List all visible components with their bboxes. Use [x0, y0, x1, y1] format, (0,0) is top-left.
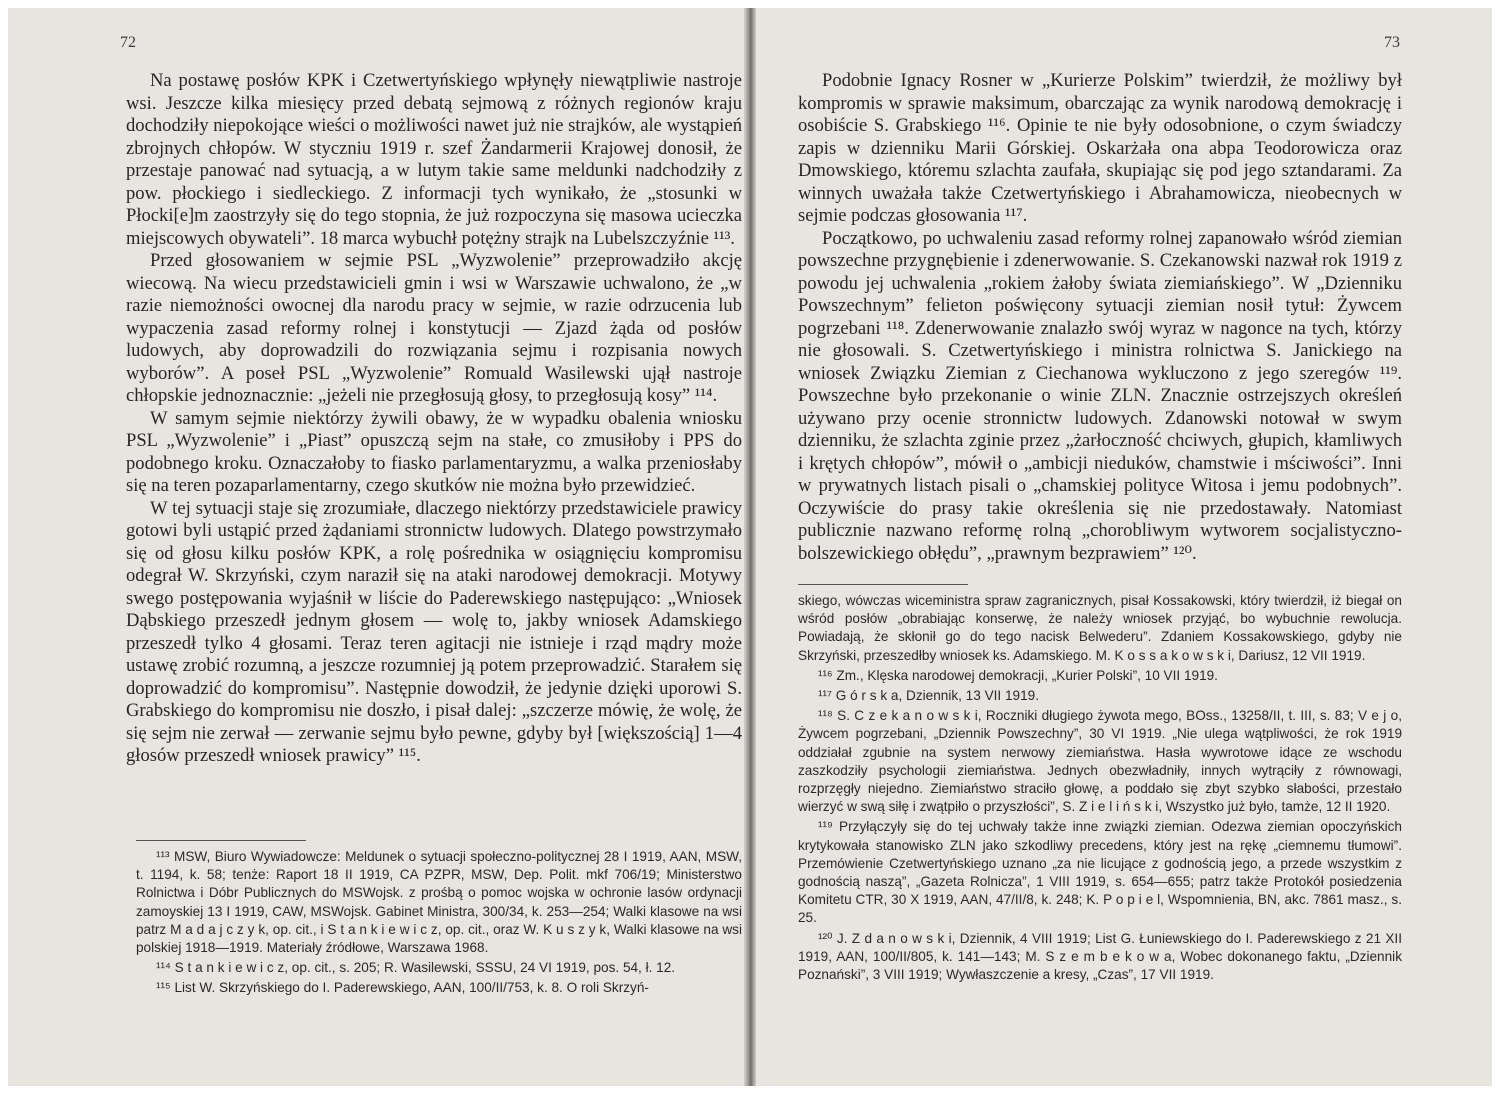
- body-text: [126, 70, 742, 768]
- footnote: ¹¹⁵ List W. Skrzyńskiego do I. Paderewskiego, AAN, 100/II/753, k. 8. O roli Skrzyń-: [156, 980, 649, 996]
- right-page: [754, 8, 1492, 1086]
- paragraph: Podobnie Ignacy Rosner w „Kurierze Polskim” twierdził, że możliwy był kompromis w sprawie maksimum, obarczając za wynik narodową demokrację i osobiście S. Grabskiego ¹¹⁶. Opinie te nie były odosobnione, o czym świadczy zapis w dzienniku Marii Górskiej. Oskarżała ona abpa Teodorowicza oraz Dmowskiego, któremu szlachta zaufała, skupiając się pod jego sztandarami. Za winnych uważała także Czetwertyńskiego i Abrahamowicza, nieobecnych w sejmie podczas głosowania ¹¹⁷.: [798, 70, 1402, 226]
- footnote: ¹¹⁴ S t a n k i e w i c z, op. cit., s. 205; R. Wasilewski, SSSU, 24 VI 1919, pos. 54, ł. 12.: [156, 960, 676, 976]
- page-number: 73: [1384, 34, 1400, 51]
- paragraph: W tej sytuacji staje się zrozumiałe, dlaczego niektórzy przedstawiciele prawicy gotowi byli ustąpić przed żądaniami stronnictw ludowych. Dlatego powstrzymało się od głosu kilku posłów KPK, a rolę pośrednika w osiągnięciu kompromisu odegrał W. Skrzyński, czym naraził się na ataki narodowej demokracji. Motywy swego postępowania wyjaśnił w liście do Paderewskiego następująco: „Wniosek Dąbskiego przeszedł jednym głosem — wolę to, jakby wniosek Adamskiego przeszedł tylko 4 głosami. Teraz teren agitacji nie istnieje i rząd mądry może ustawę zrobić rozumną, a jeszcze rozumniej ją potem przeprowadzić. Starałem się doprowadzić do kompromisu”. Następnie dowodził, że jedynie dzięki uporowi S. Grabskiego do kompromisu nie doszło, i pisał dalej: „szczerze mówię, że wolę, że się sejm nie zerwał — zerwanie sejmu było pewne, gdyby był [większością] 1—4 głosów przeszedł wniosek prawicy” ¹¹⁵.: [126, 497, 742, 766]
- footnote: ¹¹⁸ S. C z e k a n o w s k i, Roczniki długiego żywota mego, BOss., 13258/II, t. III, s. 83; V e j o, Żywcem pogrzebani, „Dziennik Powszechny”, 30 VI 1919. „Nie ulega wątpliwości, że rok 1919 oddziałał zgubnie na system nerwowy ziemiaństwa. Hasła wywrotowe idące ze wschodu zaszkodziły psychologii ziemiaństwa. Jednych obezwładniły, innych wytrąciły z równowagi, rozprzęgły niejedno. Ziemiaństwo straciło głowę, a poddało się zbyt szybko słabości, przestało wierzyć w swą siłę i zwątpiło o przyszłości”, S. Z i e l i ń s k i, Wszystko już było, tamże, 12 II 1920.: [798, 708, 1402, 815]
- footnotes: [136, 848, 742, 1000]
- footnote: ¹²⁰ J. Z d a n o w s k i, Dziennik, 4 VIII 1919; List G. Łuniewskiego do I. Paderewskiego z 21 XII 1919, AAN, 100/II/805, k. 141—143; M. S z e m b e k o w a, Wobec dokonanego faktu, „Dziennik Poznański”, 3 VIII 1919; Wywłaszczenie a kresy, „Czas”, 17 VII 1919.: [798, 930, 1402, 983]
- paragraph: Na postawę posłów KPK i Czetwertyńskiego wpłynęły niewątpliwie nastroje wsi. Jeszcze kilka miesięcy przed debatą sejmową z różnych regionów kraju dochodziły niepokojące wieści o możliwości nawet już nie strajków, ale wystąpień zbrojnych chłopów. W styczniu 1919 r. szef Żandarmerii Krajowej donosił, że przestaje panować nad sytuacją, a w lutym takie same meldunki nadchodziły z pow. płockiego i siedleckiego. Z informacji tych wynikało, że „stosunki w Płocki[e]m zaostrzyły się do tego stopnia, że już rozpoczyna się masowa ucieczka miejscowych obywateli”. 18 marca wybuchł potężny strajk na Lubelszczyźnie ¹¹³.: [126, 70, 742, 249]
- footnote-divider: [798, 584, 968, 585]
- footnote: ¹¹⁷ G ó r s k a, Dziennik, 13 VII 1919.: [818, 688, 1039, 704]
- footnotes: [798, 592, 1402, 986]
- body-text: [798, 70, 1402, 565]
- book-spread: [8, 8, 1492, 1086]
- footnote: ¹¹³ MSW, Biuro Wywiadowcze: Meldunek o sytuacji społeczno-politycznej 28 I 1919, AAN, MSW, t. 1194, k. 58; tenże: Raport 18 II 1919, CA PZPR, MSW, Dep. Polit. mkf 706/19; Ministerstwo Rolnictwa i Dóbr Publicznych do MSWojsk. z prośbą o pomoc wojska w ochronie lasów ordynacji zamoyskiej 13 I 1919, CAW, MSWojsk. Gabinet Ministra, 300/34, k. 253—254; Walki klasowe na wsi patrz M a d a j c z y k, op. cit., i S t a n k i e w i c z, op. cit., oraz W. K u s z y k, Walki klasowe na wsi polskiej 1918—1919. Materiały źródłowe, Warszawa 1968.: [136, 849, 742, 956]
- page-number: 72: [120, 34, 136, 51]
- footnote-divider: [136, 840, 306, 841]
- paragraph: Przed głosowaniem w sejmie PSL „Wyzwolenie” przeprowadziło akcję wiecową. Na wiecu przedstawicieli gmin i wsi w Warszawie uchwalono, że „w razie niemożności owocnej dla narodu pracy w sejmie, w razie odrzucenia lub wypaczenia zasad reformy rolnej i konstytucji — Zjazd żąda od posłów ludowych, aby doprowadzili do rozwiązania sejmu i rozpisania nowych wyborów”. A poseł PSL „Wyzwolenie” Romuald Wasilewski ujął nastroje chłopskie jednoznacznie: „jeżeli nie przegłosują głosy, to przegłosują kosy” ¹¹⁴.: [126, 250, 742, 406]
- left-page: [8, 8, 746, 1086]
- footnote: ¹¹⁶ Zm., Klęska narodowej demokracji, „Kurier Polski”, 10 VII 1919.: [818, 667, 1218, 683]
- paragraph: Początkowo, po uchwaleniu zasad reformy rolnej zapanowało wśród ziemian powszechne przygnębienie i zdenerwowanie. S. Czekanowski nazwał rok 1919 z powodu jej uchwalenia „rokiem żałoby świata ziemiańskiego”. W „Dzienniku Powszechnym” felieton poświęcony sytuacji ziemian nosił tytuł: Żywcem pogrzebani ¹¹⁸. Zdenerwowanie znalazło swój wyraz w nagonce na tych, którzy nie głosowali. S. Czetwertyńskiego i ministra rolnictwa S. Janickiego na wniosek Związku Ziemian z Ciechanowa wykluczono z jego szeregów ¹¹⁹. Powszechne było przekonanie o winie ZLN. Znacznie ostrzejszych określeń używano przy ocenie stronnictw ludowych. Zdanowski notował w swym dzienniku, że szlachta zginie przez „żarłoczność chciwych, głupich, kłamliwych i krętych chłopów”, mówił o „ambicji nieduków, chamstwie i mściwości”. Inni w prywatnych listach pisali o „chamskiej polityce Witosa i jemu podobnych”. Oczywiście do prasy takie określenia się nie przedostawały. Natomiast publicznie nazwano reformę rolną „chorobliwym wytworem socjalistyczno-bolszewickiego obłędu”, „prawnym bezprawiem” ¹²⁰.: [798, 227, 1402, 564]
- paragraph: W samym sejmie niektórzy żywili obawy, że w wypadku obalenia wniosku PSL „Wyzwolenie” i „Piast” opuszczą sejm na stałe, co zmusiłoby i PPS do podobnego kroku. Oznaczałoby to fiasko parlamentaryzmu, a walka przeniosłaby się na teren pozaparlamentarny, czego skutków nie można było przewidzieć.: [126, 407, 742, 496]
- footnote: ¹¹⁹ Przyłączyły się do tej uchwały także inne związki ziemian. Odezwa ziemian opoczyńskich krytykowała stanowisko ZLN jako szkodliwy precedens, który jest na rękę „ciemnemu tłumowi”. Przemówienie Czetwertyńskiego uznano „za nie licujące z godnością jego, a przede wszystkim z godnością naszą”, „Gazeta Rolnicza”, 1 VIII 1919, s. 654—655; patrz także Protokół posiedzenia Komitetu CTR, 30 X 1919, AAN, 47/II/8, k. 248; K. P o p i e l, Wspomnienia, BN, akc. 7861 masz., s. 25.: [798, 819, 1402, 926]
- footnote-continuation: skiego, wówczas wiceministra spraw zagranicznych, pisał Kossakowski, który twierdził, iż biegał on wśród posłów „obrabiając konserwę, że należy wniosek przyjąć, bo wybuchnie rewolucja. Powiadają, że skłonił go do tego nacisk Belwederu”. Zdaniem Kossakowskiego, gdyby nie Skrzyński, przeszedłby wniosek ks. Adamskiego. M. K o s s a k o w s k i, Dariusz, 12 VII 1919.: [798, 593, 1402, 663]
